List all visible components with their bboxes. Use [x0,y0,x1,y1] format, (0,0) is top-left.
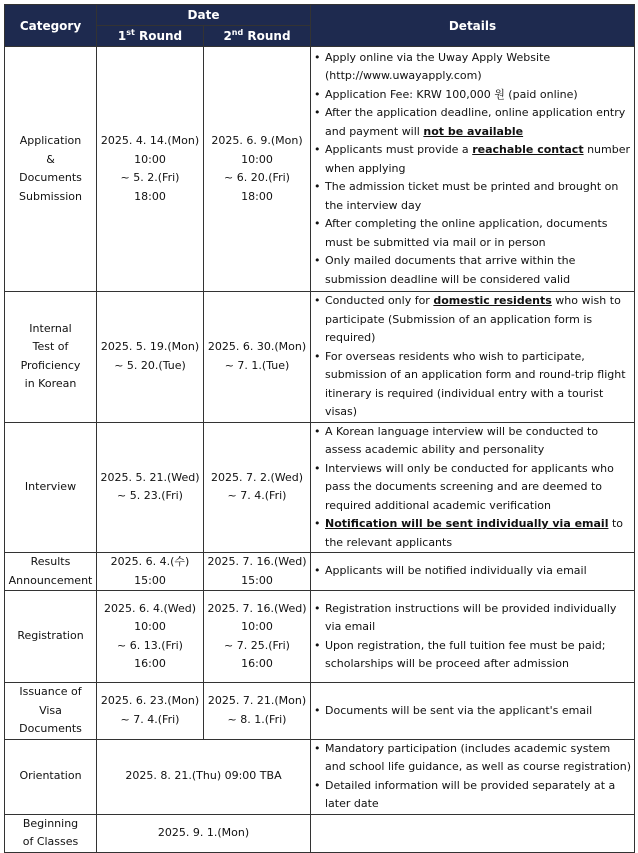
details-cell [311,422,635,553]
detail-item: • Applicants will be notified individually via email [311,562,634,581]
row-classes [5,814,635,852]
detail-item: • For overseas residents who wish to participate, submission of an application form and round-trip flight itinerary is required (individual entry with a tourist visas) [311,348,634,422]
detail-item: • The admission ticket must be printed and brought on the interview day [311,178,634,215]
header-details: Details [311,5,635,47]
category-cell: Orientation [5,739,97,814]
details-cell [311,553,635,591]
round-2-date: 2025. 7. 21.(Mon) ~ 8. 1.(Fri) [204,683,311,740]
round-2-date: 2025. 6. 9.(Mon) 10:00 ~ 6. 20.(Fri) 18:00 [204,47,311,292]
details-cell [311,683,635,740]
details-cell [311,292,635,423]
round-1-date: 2025. 4. 14.(Mon) 10:00 ~ 5. 2.(Fri) 18:00 [97,47,204,292]
header-category: Category [5,5,97,47]
detail-item: • Documents will be sent via the applicant's email [311,702,634,721]
round-2-date: 2025. 7. 16.(Wed) 15:00 [204,553,311,591]
category-cell: Issuance of Visa Documents [5,683,97,740]
details-cell [311,47,635,292]
details-cell [311,739,635,814]
header-round-2: 2nd Round [204,26,311,47]
category-cell: Registration [5,591,97,683]
category-cell: Beginning of Classes [5,814,97,852]
row-orientation [5,739,635,814]
category-cell: Results Announcement [5,553,97,591]
row-internal-test [5,292,635,423]
schedule-table [4,4,635,853]
detail-item: • Only mailed documents that arrive within the submission deadline will be considered valid [311,252,634,289]
row-application [5,47,635,292]
detail-item: • Detailed information will be provided separately at a later date [311,777,634,814]
round-2-date: 2025. 7. 2.(Wed) ~ 7. 4.(Fri) [204,422,311,553]
round-2-date: 2025. 7. 16.(Wed) 10:00 ~ 7. 25.(Fri) 16:00 [204,591,311,683]
round-1-date: 2025. 5. 21.(Wed) ~ 5. 23.(Fri) [97,422,204,553]
orientation-date: 2025. 8. 21.(Thu) 09:00 TBA [97,739,311,814]
round-1-date: 2025. 6. 4.(수) 15:00 [97,553,204,591]
detail-item: • After the application deadline, online application entry and payment will not be available [311,104,634,141]
details-cell [311,591,635,683]
round-1-date: 2025. 6. 23.(Mon) ~ 7. 4.(Fri) [97,683,204,740]
detail-item: • After completing the online application, documents must be submitted via mail or in person [311,215,634,252]
detail-item: • Application Fee: KRW 100,000 원 (paid online) [311,86,634,105]
classes-date: 2025. 9. 1.(Mon) [97,814,311,852]
round-1-date: 2025. 5. 19.(Mon) ~ 5. 20.(Tue) [97,292,204,423]
row-registration [5,591,635,683]
detail-item: • Applicants must provide a reachable contact number when applying [311,141,634,178]
detail-item: • A Korean language interview will be conducted to assess academic ability and personality [311,423,634,460]
detail-item: • Upon registration, the full tuition fee must be paid; scholarships will be proceed after admission [311,637,634,674]
detail-item: • Interviews will only be conducted for applicants who pass the documents screening and are deemed to required additional academic verification [311,460,634,516]
detail-item: • Apply online via the Uway Apply Website (http://www.uwayapply.com) [311,49,634,86]
category-cell: Application & Documents Submission [5,47,97,292]
category-cell: Interview [5,422,97,553]
detail-item: • Conducted only for domestic residents who wish to participate (Submission of an application form is required) [311,292,634,348]
round-1-date: 2025. 6. 4.(Wed) 10:00 ~ 6. 13.(Fri) 16:00 [97,591,204,683]
row-results [5,553,635,591]
header-round-1: 1st Round [97,26,204,47]
header-date: Date [97,5,311,26]
detail-item: • Registration instructions will be provided individually via email [311,600,634,637]
details-cell [311,814,635,852]
detail-item: • Mandatory participation (includes academic system and school life guidance, as well as course registration) [311,740,634,777]
detail-item: • Notification will be sent individually via email to the relevant applicants [311,515,634,552]
row-interview [5,422,635,553]
category-cell: Internal Test of Proficiency in Korean [5,292,97,423]
row-visa [5,683,635,740]
round-2-date: 2025. 6. 30.(Mon) ~ 7. 1.(Tue) [204,292,311,423]
